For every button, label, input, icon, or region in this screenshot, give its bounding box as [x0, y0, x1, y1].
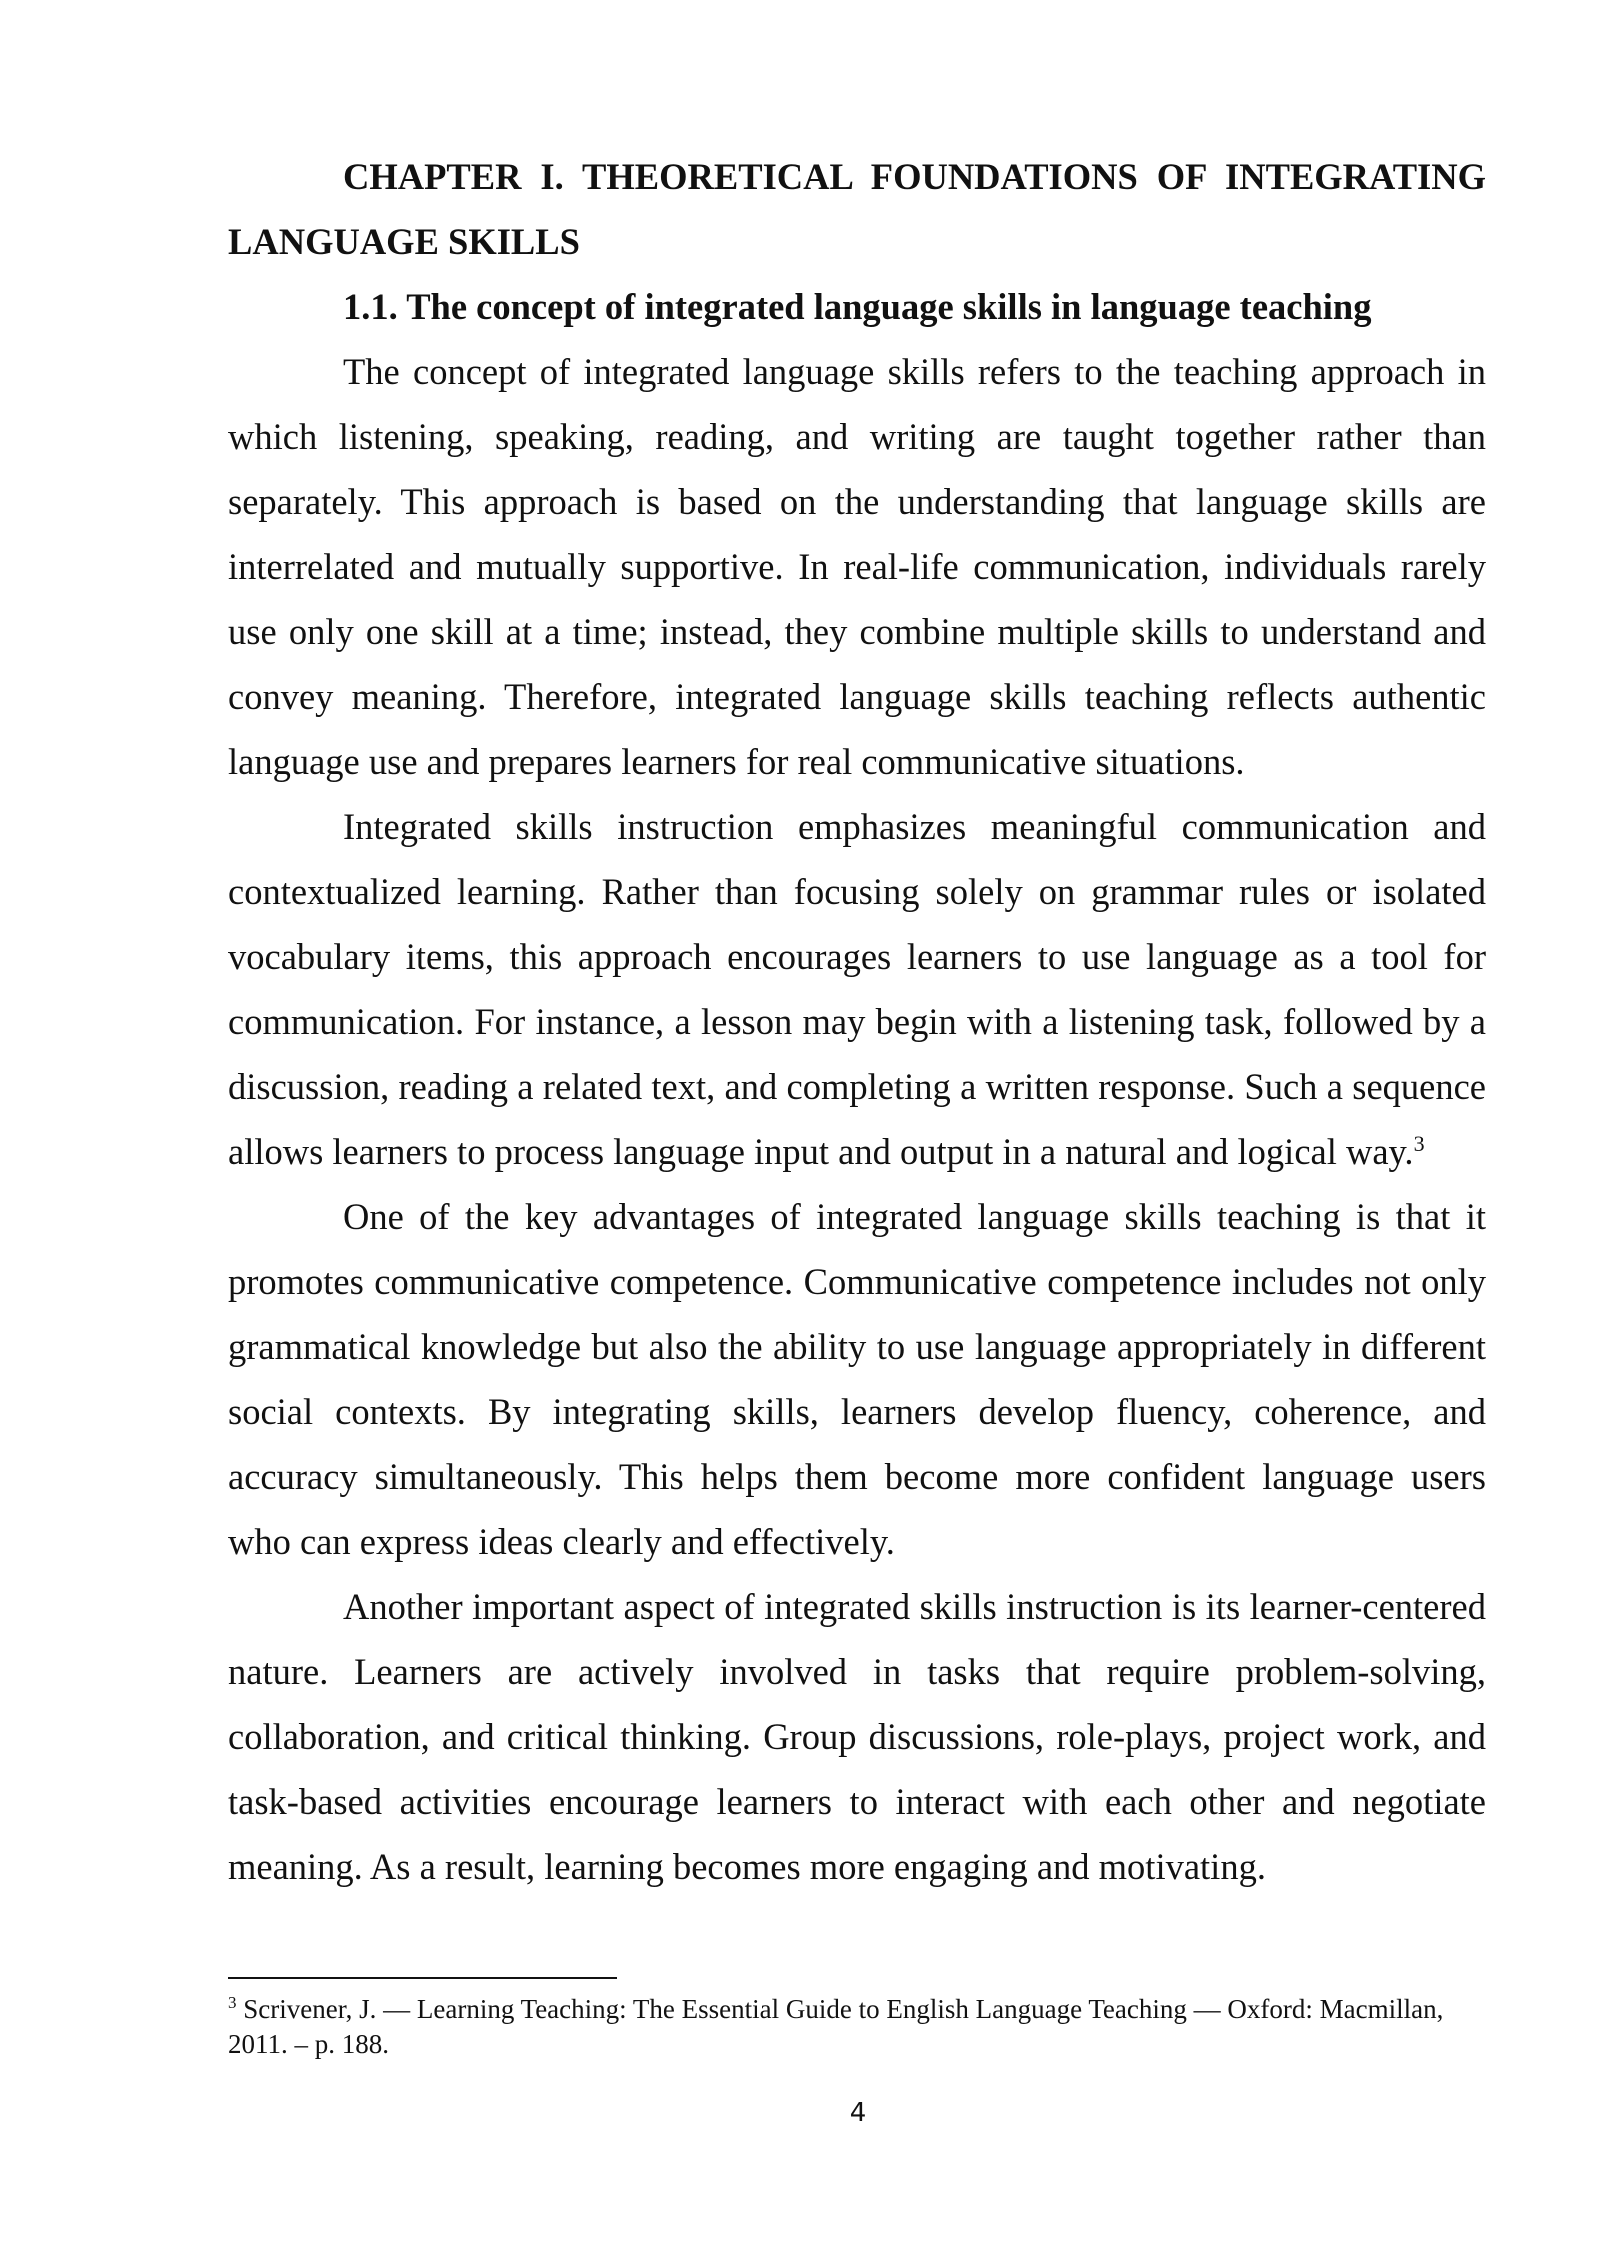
footnote-separator — [228, 1977, 617, 1979]
body-paragraph — [228, 794, 1486, 1184]
page-body — [228, 144, 1486, 1899]
body-paragraph: The concept of integrated language skills refers to the teaching approach in which listening, speaking, reading, and writing are taught together rather than separately. This approach is based on the understanding that language skills are interrelated and mutually supportive. In real-life communication, individuals rarely use only one skill at a time; instead, they combine multiple skills to understand and convey meaning. Therefore, integrated language skills teaching reflects authentic language use and prepares learners for real communicative situations. — [228, 351, 1486, 782]
section-title: 1.1. The concept of integrated language skills in language teaching — [343, 286, 1372, 327]
footnote — [228, 1992, 1486, 2062]
body-paragraph: Another important aspect of integrated skills instruction is its learner-centered nature. Learners are actively involved in tasks that require problem-solving, collaboration, and critical thinking. Group discussions, role-plays, project work, and task-based activities encourage learners to interact with each other and negotiate meaning. As a result, learning becomes more engaging and motivating. — [228, 1586, 1486, 1887]
footnote-marker: 3 — [228, 1993, 237, 2012]
body-paragraph: One of the key advantages of integrated language skills teaching is that it promotes communicative competence. Communicative competence includes not only grammatical knowledge but also the ability to use language appropriately in different social contexts. By integrating skills, learners develop fluency, coherence, and accuracy simultaneously. This helps them become more confident language users who can express ideas clearly and effectively. — [228, 1196, 1486, 1562]
body-paragraph-text: Integrated skills instruction emphasizes meaningful communication and contextualized learning. Rather than focusing solely on grammar rules or isolated vocabulary items, this approach encourages learners to use language as a tool for communication. For instance, a lesson may begin with a listening task, followed by a discussion, reading a related text, and completing a written response. Such a sequence allows learners to process language input and output in a natural and logical way. — [228, 806, 1486, 1172]
page-number: 4 — [849, 2098, 867, 2128]
footnote-text: Scrivener, J. — Learning Teaching: The Essential Guide to English Language Teaching — Oxford: Macmillan, 2011. – p. 188. — [228, 1994, 1444, 2059]
footnote-reference[interactable]: 3 — [1413, 1130, 1425, 1156]
chapter-title: CHAPTER I. THEORETICAL FOUNDATIONS OF INTEGRATING LANGUAGE SKILLS — [228, 156, 1486, 262]
